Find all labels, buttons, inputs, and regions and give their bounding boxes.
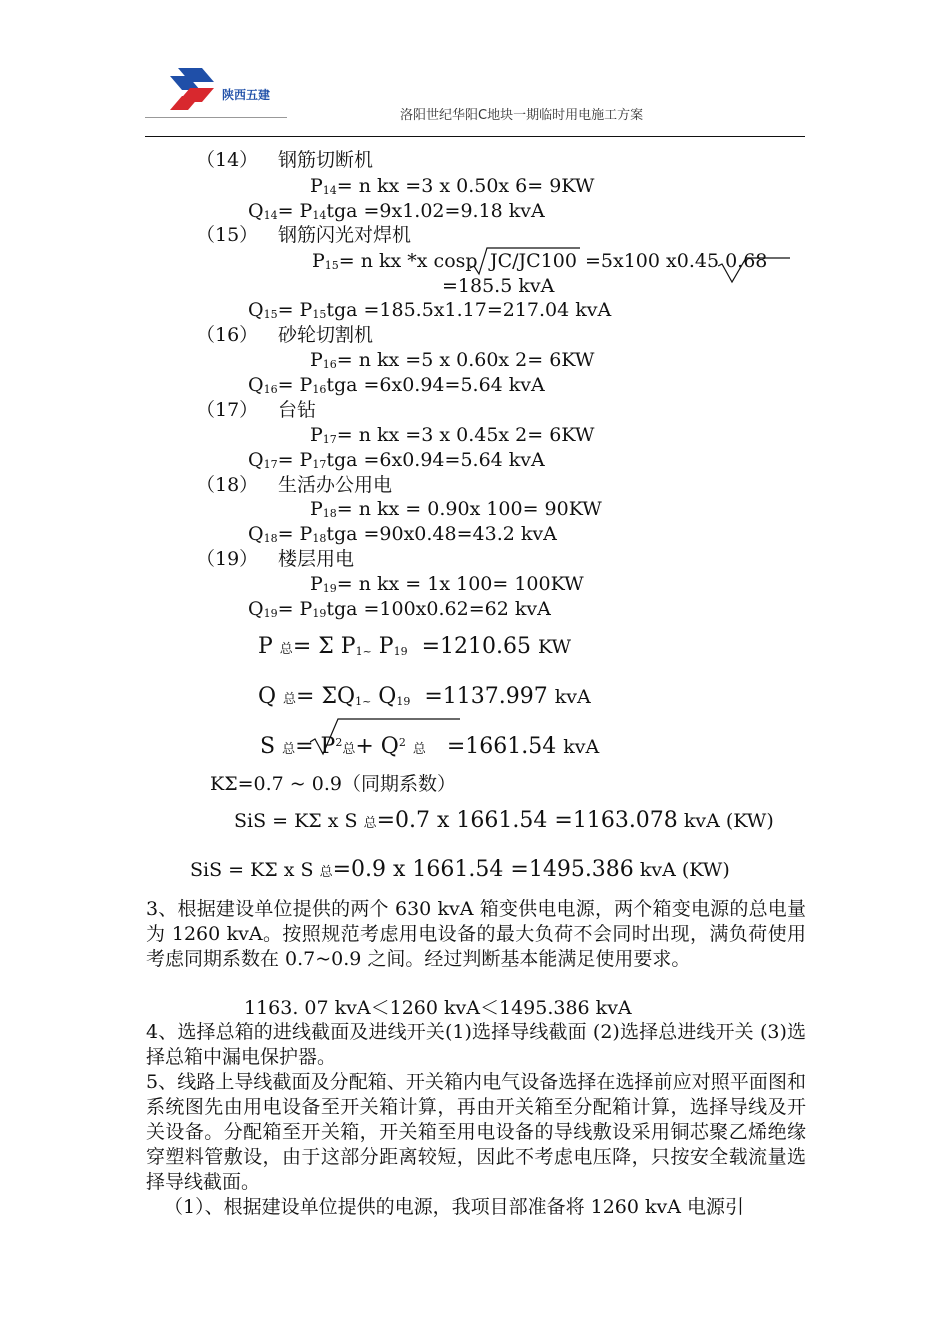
paragraph-4: 4、选择总箱的进线截面及进线开关(1)选择导线截面 (2)选择总进线开关 (3)选择总箱中漏电保护器。 (146, 1021, 806, 1068)
item-name: 生活办公用电 (278, 474, 393, 496)
item-number: （15） (196, 224, 259, 246)
sis-min-formula (234, 808, 774, 833)
company-name: 陕西五建 (222, 88, 271, 102)
reactive-equation: $Q_{15}= P_{15}tga =185.5x1.17=217.04$ kvA (248, 299, 612, 321)
item-name: 楼层用电 (278, 548, 355, 570)
subscript: 15 (263, 308, 278, 321)
sqrt-sign-icon (718, 250, 793, 285)
s-total-formula: S 总= $P^2$总+ $Q^2$ 总 =1661.54 kvA (260, 734, 600, 759)
subscript: 19 (263, 607, 278, 620)
subscript: 15 (324, 259, 339, 272)
equation-text: = n kx = 0.90x 100= 90KW (336, 498, 602, 520)
q-total-formula: Q 总= $\Sigma Q_{1\sim}$ $Q_{19} =1137.997$ kvA (258, 684, 591, 709)
header-rule (145, 136, 805, 137)
sqrt-content: JC/JC100 (490, 250, 577, 272)
subscript: 18 (312, 532, 327, 545)
zong-label: 总 (319, 865, 333, 880)
equation-text: = n kx =3 x 0.45x 2= 6KW (336, 424, 595, 446)
company-logo-icon (168, 68, 220, 110)
subscript: 17 (263, 458, 278, 471)
equation-text: SiS = KΣ x S (190, 859, 314, 881)
zong-label: 总 (282, 742, 296, 757)
reactive-equation: $Q_{17}= P_{17}tga =6x0.94=5.64$ kvA (248, 449, 545, 471)
subscript: 18 (322, 507, 337, 520)
equation-text: tga =9x1.02=9.18 kvA (326, 200, 545, 222)
p-total-value: =1210.65 (421, 634, 532, 659)
power-equation: $P_{19}= n$ kx = 1x 100= 100KW (310, 573, 584, 595)
power-equation: $P_{14}= n$ kx =3 x 0.50x 6= 9KW (310, 175, 595, 197)
zong-label: 总 (279, 642, 293, 657)
item-name: 钢筋闪光对焊机 (278, 224, 412, 246)
power-equation: $P_{18}= n$ kx = 0.90x 100= 90KW (310, 498, 602, 520)
sis-max-formula (190, 857, 730, 882)
equation-text: tga =100x0.62=62 kvA (326, 598, 551, 620)
item-name: 台钻 (278, 399, 317, 421)
subscript: 15 (312, 308, 327, 321)
subscript: 17 (322, 433, 337, 446)
power-equation: $P_{16}= n$ kx =5 x 0.60x 2= 6KW (310, 349, 595, 371)
k-coefficient-line: KΣ=0.7 ~ 0.9（同期系数） (210, 773, 456, 795)
equation-text: =5x100 x0.45 0.68 (585, 250, 768, 272)
subscript: 16 (263, 383, 278, 396)
equation-text: tga =185.5x1.17=217.04 kvA (326, 299, 612, 321)
subscript: 16 (312, 383, 327, 396)
p-total-unit: KW (538, 636, 572, 658)
equation-text: SiS = KΣ x S (234, 810, 358, 832)
sis-min-value: =0.7 x 1661.54 =1163.078 (376, 808, 678, 833)
item-number: （16） (196, 324, 259, 346)
paragraph-3: 3、根据建设单位提供的两个 630 kvA 箱变供电电源，两个箱变电源的总电量为 1260 kvA。按照规范考虑用电设备的最大负荷不会同时出现，满负荷使用考虑同期系数在 0.7~0.9 之间。经过判断基本能满足使用要求。 (146, 898, 806, 970)
zong-label: 总 (342, 742, 356, 757)
reactive-equation: $Q_{16}= P_{16}tga =6x0.94=5.64$ kvA (248, 374, 545, 396)
sis-max-value: =0.9 x 1661.54 =1495.386 (332, 857, 634, 882)
item-number: （14） (196, 149, 259, 171)
item-name: 钢筋切断机 (278, 149, 374, 171)
paragraph-5: 5、线路上导线截面及分配箱、开关箱内电气设备选择在选择前应对照平面图和系统图先由用电设备至开关箱计算，再由开关箱至分配箱计算，选择导线及开关设备。分配箱至开关箱，开关箱至用电设备的导线敷设采用铜芯聚乙烯绝缘穿塑料管敷设，由于这部分距离较短，因此不考虑电压降，只按安全载流量选择导线截面。 (146, 1071, 806, 1193)
power-equation: $P_{17}= n$ kx =3 x 0.45x 2= 6KW (310, 424, 595, 446)
item-number: （17） (196, 399, 259, 421)
subscript: 14 (312, 209, 327, 222)
p-total-formula: P 总= Σ $P_{1\sim}$ $P_{19} =1210.65$ KW (258, 634, 572, 659)
s-total-value: =1661.54 (446, 734, 557, 759)
subscript: 14 (263, 209, 278, 222)
equation-text: tga =6x0.94=5.64 kvA (326, 449, 545, 471)
subscript: 19 (312, 607, 327, 620)
s-total-unit: kvA (563, 736, 600, 758)
equation-result: =185.5 kvA (442, 275, 555, 297)
subscript: 17 (312, 458, 327, 471)
q-total-unit: kvA (554, 686, 591, 708)
item-name: 砂轮切割机 (278, 324, 374, 346)
subscript: 19 (322, 582, 337, 595)
unit: kvA (KW) (683, 810, 774, 832)
zong-label: 总 (363, 816, 377, 831)
subscript: 16 (322, 358, 337, 371)
zong-label: 总 (283, 692, 297, 707)
item-number: （19） (196, 548, 259, 570)
equation-text: = n kx =3 x 0.50x 6= 9KW (336, 175, 595, 197)
unit: kvA (KW) (639, 859, 730, 881)
capacity-comparison: 1163. 07 kvA＜1260 kvA＜1495.386 kvA (244, 997, 632, 1019)
subscript: 14 (322, 184, 337, 197)
subscript: 18 (263, 532, 278, 545)
document-title: 洛阳世纪华阳C地块一期临时用电施工方案 (400, 108, 644, 123)
zong-label: 总 (412, 742, 426, 757)
reactive-equation: $Q_{18}= P_{18}tga =90x0.48=43.2$ kvA (248, 523, 557, 545)
equation-text: = n kx *x cosp (338, 250, 478, 272)
logo-underline (145, 117, 287, 118)
power-equation: $P_{15}= n$ kx *x cosp (312, 250, 478, 272)
reactive-equation: $Q_{14}= P_{14}tga =9x1.02=9.18$ kvA (248, 200, 545, 222)
item-number: （18） (196, 474, 259, 496)
q-total-value: =1137.997 (424, 684, 548, 709)
paragraph-6: （1）、根据建设单位提供的电源，我项目部准备将 1260 kvA 电源引 (164, 1196, 745, 1218)
equation-text: = n kx = 1x 100= 100KW (336, 573, 584, 595)
equation-text: tga =90x0.48=43.2 kvA (326, 523, 557, 545)
equation-text: tga =6x0.94=5.64 kvA (326, 374, 545, 396)
reactive-equation: $Q_{19}= P_{19}tga =100x0.62=62$ kvA (248, 598, 551, 620)
equation-text: = n kx =5 x 0.60x 2= 6KW (336, 349, 595, 371)
